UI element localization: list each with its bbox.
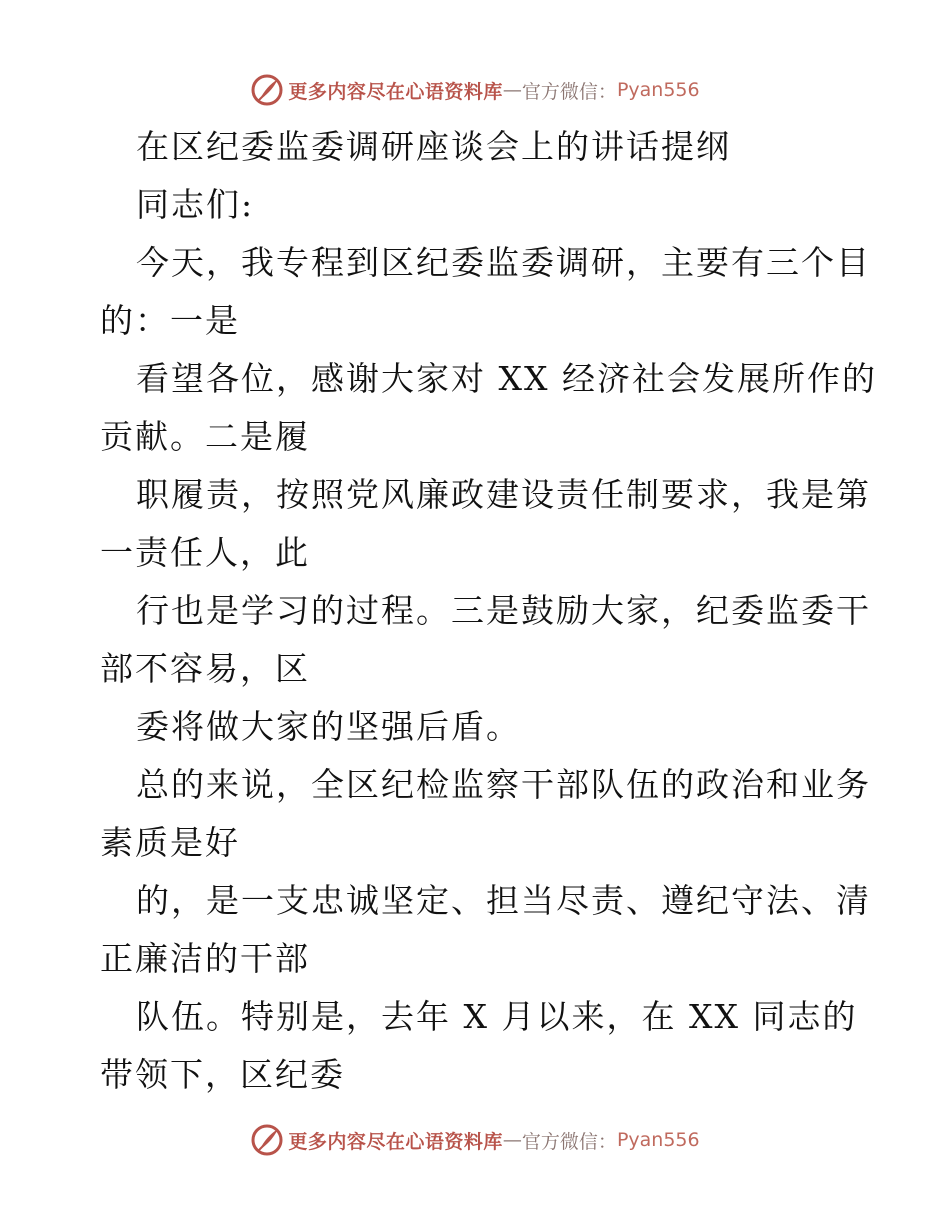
banner-wechat-label: 官方微信： — [521, 80, 617, 103]
text-line: 委将做大家的坚强后盾。 — [136, 707, 521, 746]
text-line: 正廉洁的干部 — [100, 939, 310, 978]
text-line: 带领下，区纪委 — [100, 1055, 345, 1094]
text-line: 队伍。特别是，去年 X 月以来，在 XX 同志的 — [136, 997, 858, 1036]
text-line: 的，是一支忠诚坚定、担当尽责、遵纪守法、清 — [136, 881, 871, 920]
banner-wechat-id: Pyan556 — [616, 79, 700, 101]
banner-separator: — — [502, 1129, 522, 1151]
text-line: 看望各位，感谢大家对 XX 经济社会发展所作的 — [136, 359, 877, 398]
text-line: 素质是好 — [100, 823, 240, 862]
banner-wechat-label: 官方微信： — [521, 1130, 617, 1153]
text-line: 职履责，按照党风廉政建设责任制要求，我是第 — [136, 475, 871, 514]
banner-wechat-id: Pyan556 — [616, 1129, 700, 1151]
banner-separator: — — [502, 79, 522, 101]
banner-text: 更多内容尽在心语资料库 — [288, 1130, 503, 1153]
text-line: 贡献。二是履 — [100, 417, 310, 456]
salutation: 同志们: — [136, 185, 255, 224]
footer-banner — [0, 1120, 950, 1160]
banner-text: 更多内容尽在心语资料库 — [288, 80, 503, 103]
header-banner — [0, 70, 950, 110]
text-line: 行也是学习的过程。三是鼓励大家，纪委监委干 — [136, 591, 871, 630]
feather-logo-icon — [250, 1123, 284, 1157]
text-line: 总的来说，全区纪检监察干部队伍的政治和业务 — [136, 765, 871, 804]
document-title: 在区纪委监委调研座谈会上的讲话提纲 — [136, 127, 731, 166]
text-line: 的：一是 — [100, 301, 240, 340]
text-line: 今天，我专程到区纪委监委调研，主要有三个目 — [136, 243, 871, 282]
text-line: 部不容易，区 — [100, 649, 310, 688]
text-line: 一责任人，此 — [100, 533, 310, 572]
feather-logo-icon — [250, 73, 284, 107]
